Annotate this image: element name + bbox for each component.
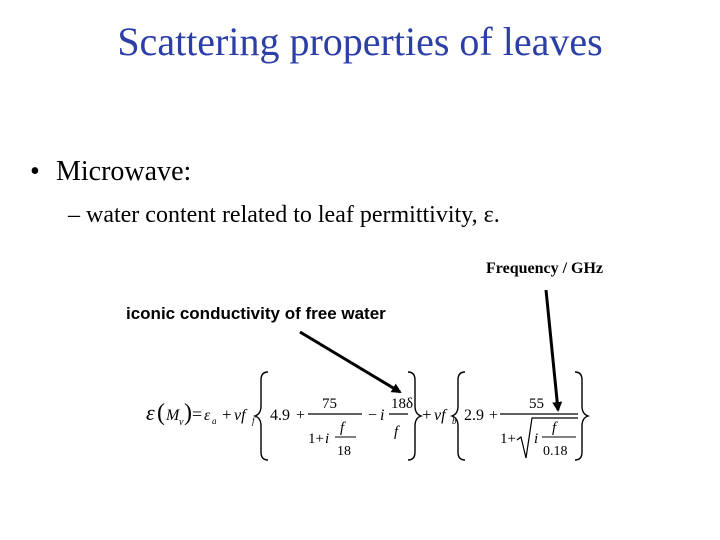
vf-b-subscript: b bbox=[452, 416, 457, 426]
numerator-75: 75 bbox=[322, 396, 337, 412]
denominator-1-plus: 1+ bbox=[308, 431, 324, 447]
constant-4-9: 4.9 bbox=[270, 407, 290, 424]
plus-sign-4: + bbox=[489, 407, 499, 424]
inner-f-2: f bbox=[552, 420, 557, 436]
denominator-i: i bbox=[325, 431, 330, 447]
equals-sign: = bbox=[192, 404, 203, 424]
inner-f-1: f bbox=[340, 420, 345, 436]
brace-close-1 bbox=[408, 372, 421, 460]
inner-den-18: 18 bbox=[337, 444, 351, 459]
vf-f-symbol: vf bbox=[234, 407, 246, 424]
frequency-arrow bbox=[546, 290, 558, 410]
denominator-2-i: i bbox=[534, 431, 539, 447]
constant-2-9: 2.9 bbox=[464, 407, 484, 424]
vf-f-subscript: f bbox=[252, 416, 255, 426]
inner-den-0-18: 0.18 bbox=[543, 444, 568, 459]
eps-a-symbol: ε bbox=[204, 407, 211, 424]
conductivity-arrow bbox=[300, 332, 400, 392]
numerator-55: 55 bbox=[529, 396, 544, 412]
brace-close-2 bbox=[575, 372, 588, 460]
eps-symbol: ε bbox=[146, 400, 155, 425]
slide-title: Scattering properties of leaves bbox=[117, 19, 603, 64]
plus-sign-2: + bbox=[296, 407, 306, 424]
bullet-marker: • bbox=[30, 156, 40, 187]
lhs-paren-open: ( bbox=[157, 400, 165, 426]
frequency-annotation: Frequency / GHz bbox=[486, 260, 604, 277]
eps-a-subscript: a bbox=[212, 416, 217, 426]
imag-unit-i: i bbox=[380, 407, 385, 424]
moisture-symbol: M bbox=[166, 407, 180, 424]
sigma-numerator: 18δ bbox=[391, 396, 414, 412]
denominator-2-1-plus: 1+ bbox=[500, 431, 516, 447]
lhs-paren-close: ) bbox=[184, 400, 192, 426]
plus-sign-1: + bbox=[222, 405, 232, 424]
plus-sign-3: + bbox=[422, 405, 432, 424]
brace-open-1 bbox=[255, 372, 268, 460]
vf-b-symbol: vf bbox=[434, 407, 446, 424]
sigma-denominator: f bbox=[394, 424, 399, 440]
conductivity-annotation: iconic conductivity of free water bbox=[126, 304, 386, 323]
moisture-subscript: v bbox=[179, 417, 184, 428]
minus-sign: − bbox=[368, 407, 378, 424]
sub-bullet-water-content: – water content related to leaf permittivity, ε. bbox=[68, 202, 500, 228]
bullet-text: Microwave: bbox=[56, 156, 192, 187]
